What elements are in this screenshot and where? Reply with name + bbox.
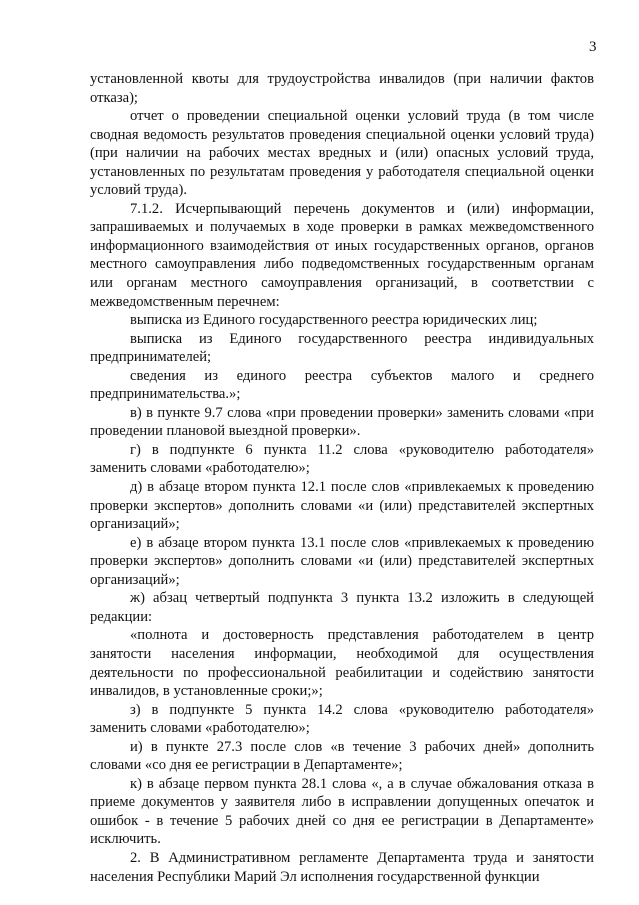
paragraph: е) в абзаце втором пункта 13.1 после слов «привлекаемых к проведению проверки экспертов» дополнить словами «и (или) представителей экспертных организаций»;: [90, 534, 594, 588]
paragraph: к) в абзаце первом пункта 28.1 слова «, а в случае обжалования отказа в приеме документов у заявителя либо в исправлении допущенных опечаток и ошибок - в течение 5 рабочих дней со дня ее регистрации в Департаменте» исключить.: [90, 775, 594, 848]
paragraph: ж) абзац четвертый подпункта 3 пункта 13.2 изложить в следующей редакции:: [90, 590, 594, 625]
document-body: [90, 70, 594, 886]
paragraph: и) в пункте 27.3 после слов «в течение 3 рабочих дней» дополнить словами «со дня ее регистрации в Департаменте»;: [90, 738, 594, 774]
paragraph: «полнота и достоверность представления работодателем в центр занятости населения информации, необходимой для осуществления деятельности по профессиональной реабилитации и содействию занятости инвалидов, в установленные сроки;»;: [90, 627, 594, 700]
page-number: 3: [589, 39, 597, 55]
paragraph: выписка из Единого государственного реестра юридических лиц;: [130, 312, 538, 329]
paragraph: выписка из Единого государственного реестра индивидуальных предпринимателей;: [90, 330, 594, 366]
paragraph: г) в подпункте 6 пункта 11.2 слова «руководителю работодателя» заменить словами «работодателю»;: [90, 441, 594, 477]
paragraph: з) в подпункте 5 пункта 14.2 слова «руководителю работодателя» заменить словами «работодателю»;: [90, 701, 594, 737]
paragraph: установленной квоты для трудоустройства инвалидов (при наличии фактов отказа);: [90, 71, 594, 106]
paragraph: отчет о проведении специальной оценки условий труда (в том числе сводная ведомость результатов проведения специальной оценки условий труда) (при наличии на рабочих местах вредных и (или) опасных условий труда, установленных по результатам проведения у работодателя специальной оценки условий труда).: [90, 108, 594, 199]
paragraph: 2. В Административном регламенте Департамента труда и занятости населения Республики Марий Эл исполнения государственной функции: [90, 849, 594, 885]
paragraph: д) в абзаце втором пункта 12.1 после слов «привлекаемых к проведению проверки экспертов» дополнить словами «и (или) представителей экспертных организаций»;: [90, 479, 594, 533]
paragraph: сведения из единого реестра субъектов малого и среднего предпринимательства.»;: [90, 367, 594, 403]
paragraph: в) в пункте 9.7 слова «при проведении проверки» заменить словами «при проведении плановой выездной проверки».: [90, 404, 594, 440]
paragraph: 7.1.2. Исчерпывающий перечень документов и (или) информации, запрашиваемых и получаемых в ходе проверки в рамках межведомственного информационного взаимодействия от иных государственных органов, органов местного самоуправления либо подведомственных государственным органам или органам местного самоуправления организаций, в соответствии с межведомственным перечнем:: [90, 200, 594, 310]
